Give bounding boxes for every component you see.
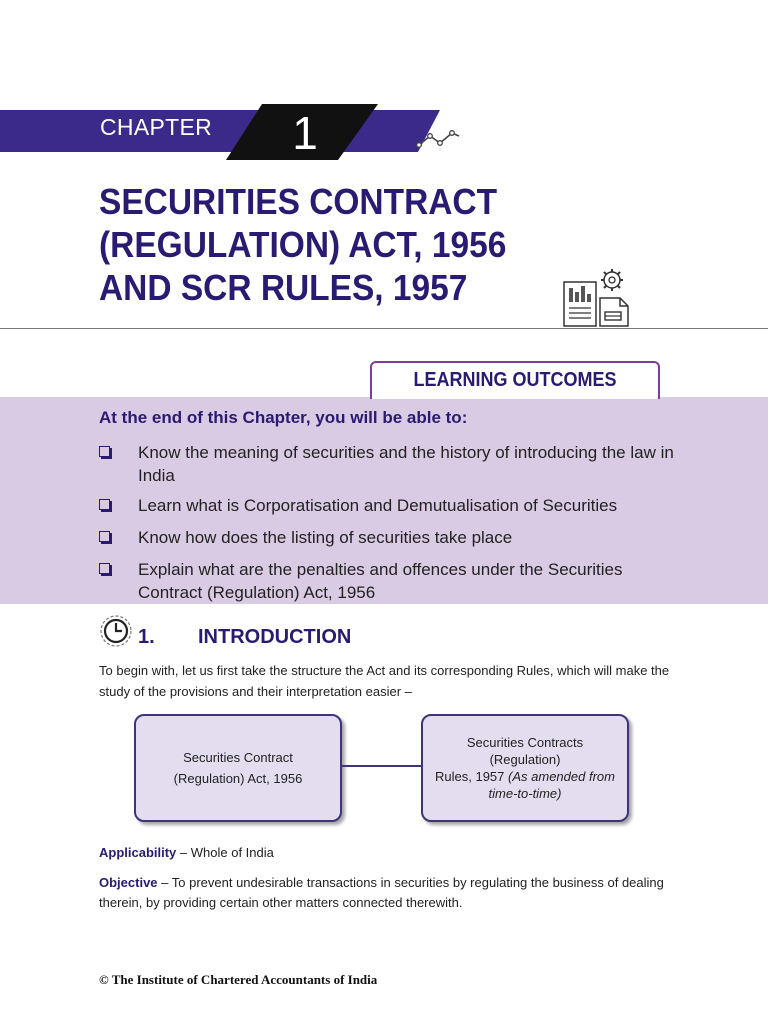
section-title: INTRODUCTION <box>198 626 352 648</box>
list-item <box>99 441 679 487</box>
chapter-title <box>99 180 579 309</box>
list-item-text: Explain what are the penalties and offences under the Securities Contract (Regulation) Act, 1956 <box>138 560 623 602</box>
list-item-text: Learn what is Corporatisation and Demutualisation of Securities <box>138 496 618 515</box>
list-item-text: Know the meaning of securities and the history of introducing the law in India <box>138 443 674 485</box>
diagram-connector <box>340 765 421 767</box>
rules-box-note: (As amended from time-to-time) <box>488 769 615 801</box>
rules-box <box>421 714 629 822</box>
title-divider <box>0 328 768 329</box>
chart-line-icon <box>416 128 462 150</box>
rules-box-line-1: Securities Contracts (Regulation) <box>466 735 584 767</box>
list-item-text: Know how does the listing of securities take place <box>138 528 513 547</box>
act-box-line-1: Securities Contract <box>183 750 293 765</box>
checkbox-bullet-icon <box>99 563 110 574</box>
checkbox-bullet-icon <box>99 446 110 457</box>
learning-outcomes-intro: At the end of this Chapter, you will be able to: <box>99 408 468 427</box>
chapter-number: 1 <box>292 107 318 159</box>
footer-copyright: © The Institute of Chartered Accountants of India <box>99 972 378 987</box>
section-number: 1. <box>138 626 155 648</box>
objective-label: Objective <box>99 875 158 890</box>
title-line-3: AND SCR RULES, 1957 <box>99 267 468 308</box>
learning-outcomes-tab <box>370 361 660 399</box>
objective-line <box>99 873 671 913</box>
checkbox-bullet-icon <box>99 531 110 542</box>
act-box-line-2: (Regulation) Act, 1956 <box>173 771 303 786</box>
title-line-2: (REGULATION) ACT, 1956 <box>99 224 507 265</box>
applicability-label: Applicability <box>99 845 177 860</box>
list-item <box>99 526 679 549</box>
documents-gear-icon <box>560 268 634 330</box>
applicability-line <box>99 845 274 860</box>
applicability-text: – Whole of India <box>176 845 274 860</box>
intro-paragraph: To begin with, let us first take the structure the Act and its corresponding Rules, which will make the study of the provisions and their interpretation easier – <box>99 663 670 699</box>
chapter-label: CHAPTER <box>100 114 213 140</box>
rules-box-line-2: Rules, 1957 <box>435 769 505 784</box>
title-line-1: SECURITIES CONTRACT <box>99 181 498 222</box>
learning-outcomes-heading: LEARNING OUTCOMES <box>413 369 617 391</box>
list-item <box>99 494 679 517</box>
list-item <box>99 558 679 604</box>
objective-text: – To prevent undesirable transactions in securities by regulating the business of dealing therein, by providing certain other matters connected therewith. <box>99 875 664 910</box>
act-box <box>134 714 342 822</box>
clock-icon <box>99 614 133 648</box>
checkbox-bullet-icon <box>99 499 110 510</box>
